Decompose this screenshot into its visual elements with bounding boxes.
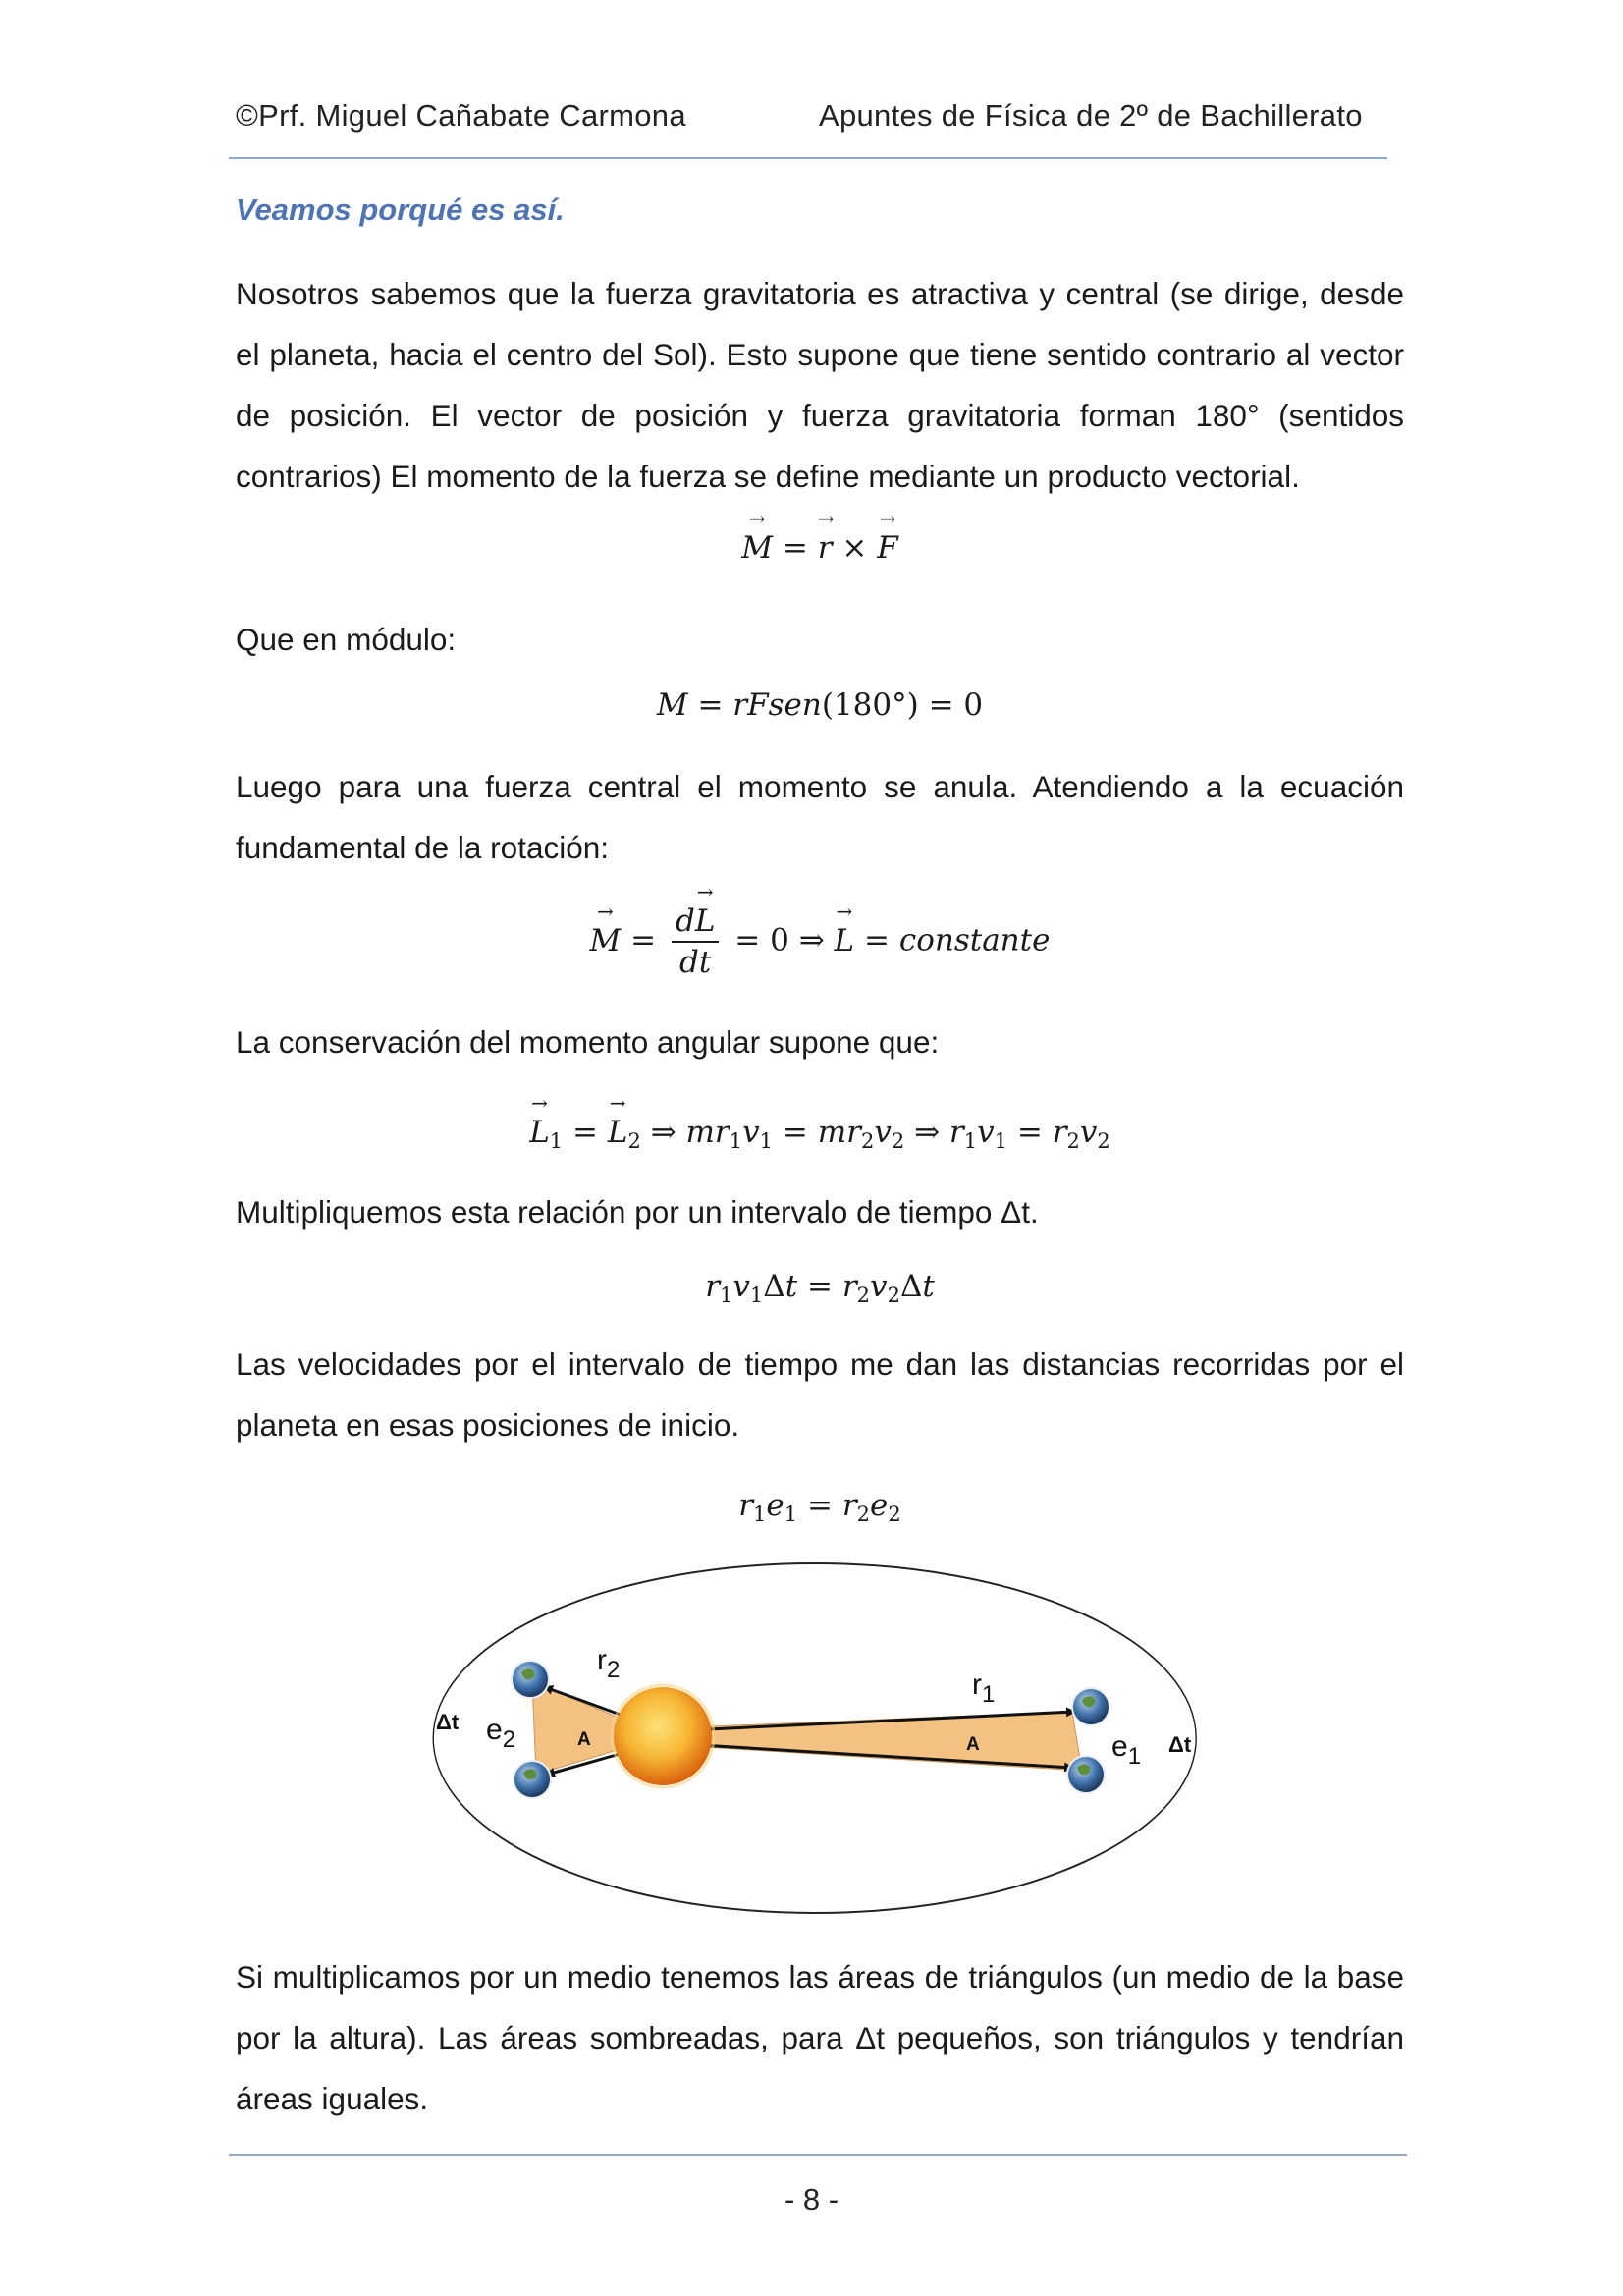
paragraph-areas [236,1946,1404,2129]
paragraph-text: Luego para una fuerza central el momento se anula. Atendiendo a la ecuación fundamental de la rotación: [236,769,1404,865]
page-number: - 8 - [784,2182,839,2216]
paragraph-central-force [236,263,1404,507]
equation-momentum-equality: → $L_1$ = → $L_2$ ⇒ $mr_1v_1 = mr_2v_2$ ⇒ $r_1v_1 = r_2v_2$ [236,1115,1404,1153]
label-dt-right: Δt [1168,1732,1192,1757]
header-title: Apuntes de Física de 2º de Bachillerato [819,98,1363,133]
planet-right-top [1072,1688,1109,1725]
label-area-right: A [966,1734,980,1755]
paragraph-text: Multipliquemos esta relación por un intervalo de tiempo Δt. [236,1194,1039,1230]
planet-left-top [512,1661,549,1698]
label-r1: $r_1$ [972,1668,996,1708]
equation-torque-definition: → M = → r × → F [236,530,1404,566]
paragraph-text: Las velocidades por el intervalo de tiempo me dan las distancias recorridas por el planeta en esas posiciones de inicio. [236,1346,1404,1443]
paragraph-text: Que en módulo: [236,622,457,657]
paragraph-text: La conservación del momento angular supone que: [236,1024,940,1060]
label-e1: $e_1$ [1111,1730,1142,1770]
equation-with-dt: $r_1v_1\Delta t = r_2v_2\Delta t$ [705,1269,935,1307]
header-divider [229,157,1387,159]
paragraph-text: Si multiplicamos por un medio tenemos las áreas de triángulos (un medio de la base por la altura). Las áreas sombreadas, para Δt pequeños, son triángulos y tendrían áreas iguales. [236,1959,1404,2116]
label-e2: $e_2$ [486,1714,516,1753]
paragraph-distances [236,1334,1404,1455]
planet-left-bottom [514,1761,551,1798]
equation-angular-momentum-constant: → M = $\frac{d\to L}{dt}$ = 0 ⇒ → L = constante [236,903,1404,980]
sun [614,1687,712,1785]
paragraph-text: Nosotros sabemos que la fuerza gravitatoria es atractiva y central (se dirige, desde el planeta, hacia el centro del Sol). Esto supone que tiene sentido contrario al vector de posición. El vector de posición y fuerza gravitatoria forman 180° (sentidos contrarios) El momento de la fuerza se define mediante un producto vectorial. [236,276,1404,494]
label-dt-left: Δt [436,1710,460,1734]
orbit-svg [422,1557,1227,1920]
equation-r-e: $r_1e_1 = r_2e_2$ [738,1488,901,1526]
footer-divider [229,2154,1407,2156]
planet-right-bottom [1067,1756,1105,1793]
label-area-left: A [577,1729,591,1750]
section-heading: Veamos porqué es así. [236,192,565,227]
paragraph-time-interval [236,1181,1404,1242]
equation-torque-modulus: M = rFsen(180°) = 0 [656,687,984,723]
paragraph-rotation-law [236,756,1404,878]
header-author: ©Prf. Miguel Cañabate Carmona [236,98,686,133]
paragraph-modulus [236,609,1404,670]
paragraph-conservation [236,1011,1404,1072]
label-r2: $r_2$ [597,1644,621,1683]
kepler-orbit-diagram [422,1557,1227,1920]
